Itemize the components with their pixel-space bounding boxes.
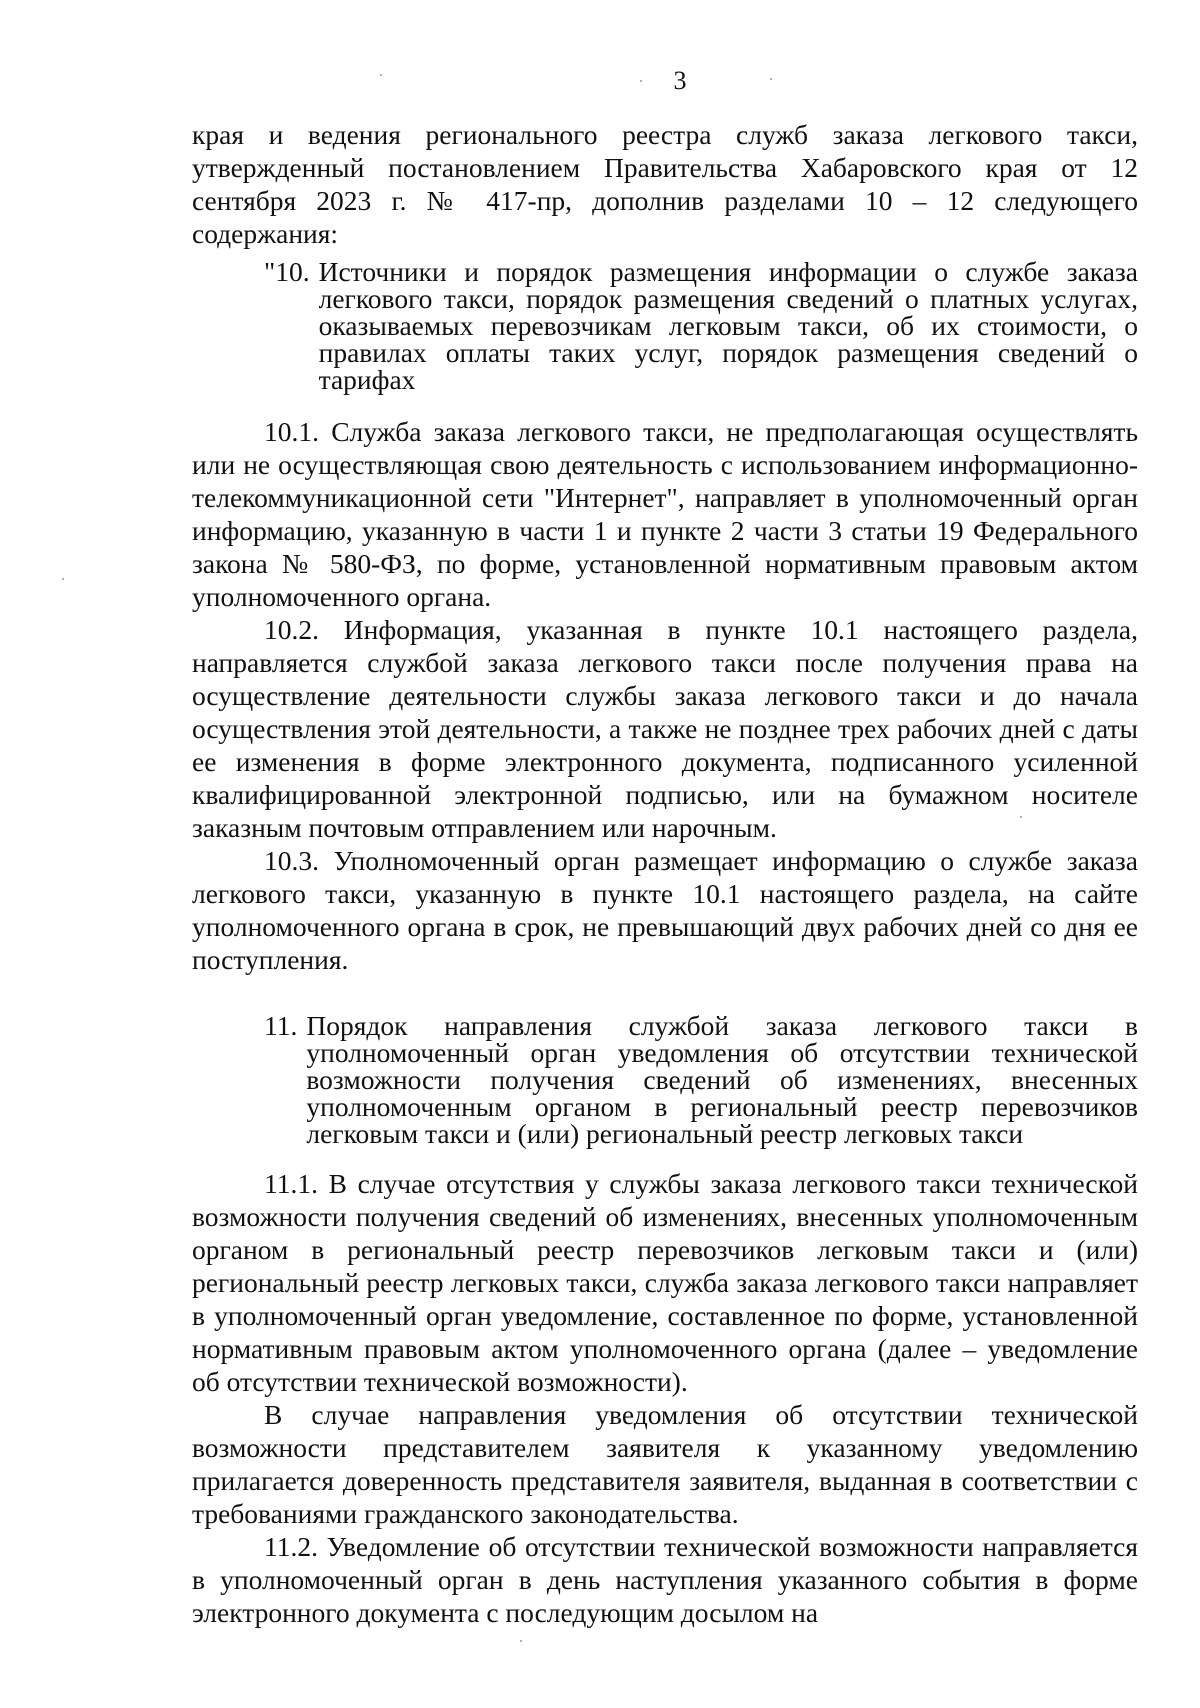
intro-paragraph: края и ведения регионального реестра служб заказа легкового такси, утвержденный постановлением Правительства Хабаровского края от 12 сентября 2023 г. № 417-пр, дополнив разделами 10 – 12 следующего содержания: [192, 119, 1138, 249]
page-number: 3 [673, 66, 687, 95]
scan-speck [520, 1640, 522, 1642]
scan-speck [640, 80, 642, 82]
scan-speck [1020, 816, 1022, 818]
section-11-heading [192, 1012, 1138, 1147]
paragraph-11-1-continued: В случае направления уведомления об отсутствии технической возможности представителем заявителя к указанному уведомлению прилагается доверенность представителя заявителя, выданная в соответствии с требованиями гражданского законодательства. [192, 1399, 1138, 1529]
paragraph-11-2: 11.2. Уведомление об отсутствии технической возможности направляется в уполномоченный орган в день наступления указанного события в форме электронного документа с последующим досылом на [192, 1531, 1138, 1628]
section-10-title: Источники и порядок размещения информации о службе заказа легкового такси, порядок размещения сведений о платных услугах, оказываемых перевозчикам легковым такси, об их стоимости, о правилах оплаты таких услуг, порядок размещения сведений о тарифах [318, 256, 1138, 395]
section-11-number: 11. [264, 1010, 298, 1041]
scan-speck [62, 578, 64, 580]
section-10-number: "10. [264, 256, 310, 287]
paragraph-10-2: 10.2. Информация, указанная в пункте 10.1 настоящего раздела, направляется службой заказа легкового такси после получения права на осуществление деятельности службы заказа легкового такси и до начала осуществления этой деятельности, а также не позднее трех рабочих дней с даты ее изменения в форме электронного документа, подписанного усиленной квалифицированной электронной подписью, или на бумажном носителе заказным почтовым отправлением или нарочным. [192, 614, 1138, 843]
document-body [192, 118, 1138, 1629]
section-10-heading [192, 258, 1138, 393]
section-11-title: Порядок направления службой заказа легкового такси в уполномоченный орган уведомления об отсутствии технической возможности получения сведений об изменениях, внесенных уполномоченным органом в региональный реестр перевозчиков легковым такси и (или) региональный реестр легковых такси [306, 1010, 1138, 1149]
paragraph-10-3: 10.3. Уполномоченный орган размещает информацию о службе заказа легкового такси, указанную в пункте 10.1 настоящего раздела, на сайте уполномоченного органа в срок, не превышающий двух рабочих дней со дня ее поступления. [192, 845, 1138, 975]
scan-speck [770, 78, 772, 80]
paragraph-10-1: 10.1. Служба заказа легкового такси, не предполагающая осуществлять или не осуществляющая свою деятельность с использованием информационно-телекоммуникационной сети "Интернет", направляет в уполномоченный орган информацию, указанную в части 1 и пункте 2 части 3 статьи 19 Федерального закона № 580-ФЗ, по форме, установленной нормативным правовым актом уполномоченного органа. [192, 416, 1138, 612]
paragraph-11-1: 11.1. В случае отсутствия у службы заказа легкового такси технической возможности получения сведений об изменениях, внесенных уполномоченным органом в региональный реестр перевозчиков легковым такси и (или) региональный реестр легковых такси, служба заказа легкового такси направляет в уполномоченный орган уведомление, составленное по форме, установленной нормативным правовым актом уполномоченного органа (далее – уведомление об отсутствии технической возможности). [192, 1168, 1138, 1397]
scan-speck [380, 74, 382, 76]
